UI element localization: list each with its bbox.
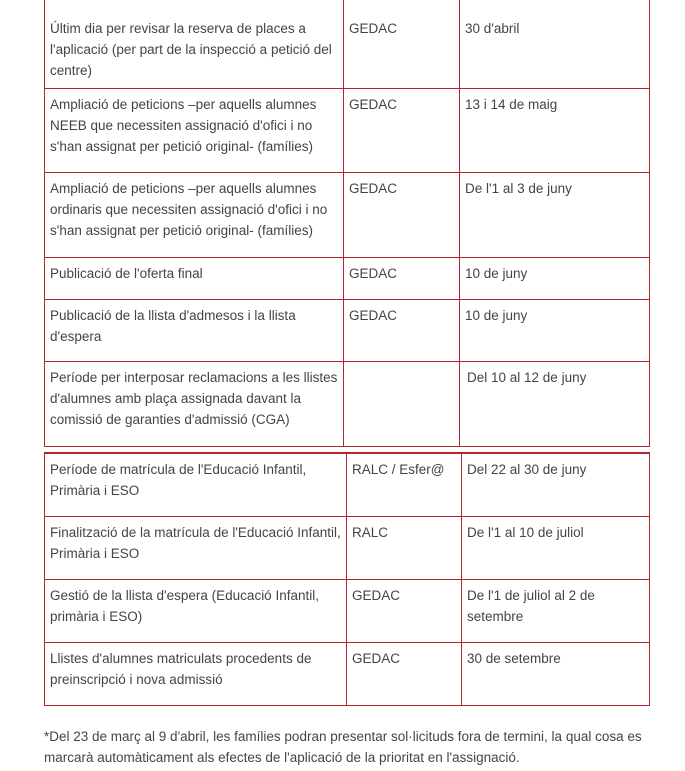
calendar-table-bottom — [44, 452, 650, 706]
table-row — [45, 173, 650, 258]
date-cell: De l'1 al 10 de juliol — [462, 516, 650, 579]
footnote: *Del 23 de març al 9 d'abril, les famílies podran presentar sol·licituds fora de termini, la qual cosa es marcarà automàticament als efectes de l'aplicació de la prioritat en l'assignació. — [44, 729, 642, 765]
activity-cell: Publicació de la llista d'admesos i la llista d'espera — [45, 300, 344, 362]
date-cell: Del 10 al 12 de juny — [460, 362, 650, 447]
table-row — [45, 0, 650, 89]
table-row — [45, 258, 650, 300]
system-cell: GEDAC — [344, 258, 460, 300]
table-row — [45, 89, 650, 173]
calendar-table-top — [44, 0, 650, 447]
date-cell: 30 d'abril — [460, 0, 650, 89]
activity-cell: Període de matrícula de l'Educació Infantil, Primària i ESO — [45, 453, 347, 516]
activity-cell: Ampliació de peticions –per aquells alumnes ordinaris que necessiten assignació d'ofici i no s'han assignat per petició original- (famílies) — [45, 173, 344, 258]
table-row — [45, 362, 650, 447]
activity-cell: Finalització de la matrícula de l'Educació Infantil, Primària i ESO — [45, 516, 347, 579]
activity-cell: Últim dia per revisar la reserva de places a l'aplicació (per part de la inspecció a petició del centre) — [45, 0, 344, 89]
table-row — [45, 579, 650, 642]
activity-cell: Ampliació de peticions –per aquells alumnes NEEB que necessiten assignació d'ofici i no s'han assignat per petició original- (famílies) — [45, 89, 344, 173]
system-cell: GEDAC — [344, 0, 460, 89]
system-cell: RALC — [347, 516, 462, 579]
system-cell: GEDAC — [344, 300, 460, 362]
table-row — [45, 453, 650, 516]
date-cell: 30 de setembre — [462, 642, 650, 705]
system-cell: GEDAC — [344, 173, 460, 258]
date-cell: 10 de juny — [460, 258, 650, 300]
activity-cell: Gestió de la llista d'espera (Educació Infantil, primària i ESO) — [45, 579, 347, 642]
system-cell: GEDAC — [344, 89, 460, 173]
table-row — [45, 642, 650, 705]
system-cell — [344, 362, 460, 447]
activity-cell: Llistes d'alumnes matriculats procedents de preinscripció i nova admissió — [45, 642, 347, 705]
activity-cell: Període per interposar reclamacions a les llistes d'alumnes amb plaça assignada davant la comissió de garanties d'admissió (CGA) — [45, 362, 344, 447]
date-cell: De l'1 al 3 de juny — [460, 173, 650, 258]
date-cell: 13 i 14 de maig — [460, 89, 650, 173]
system-cell: RALC / Esfer@ — [347, 453, 462, 516]
activity-cell: Publicació de l'oferta final — [45, 258, 344, 300]
system-cell: GEDAC — [347, 642, 462, 705]
system-cell: GEDAC — [347, 579, 462, 642]
date-cell: Del 22 al 30 de juny — [462, 453, 650, 516]
date-cell: De l'1 de juliol al 2 de setembre — [462, 579, 650, 642]
date-cell: 10 de juny — [460, 300, 650, 362]
table-row — [45, 300, 650, 362]
table-row — [45, 516, 650, 579]
